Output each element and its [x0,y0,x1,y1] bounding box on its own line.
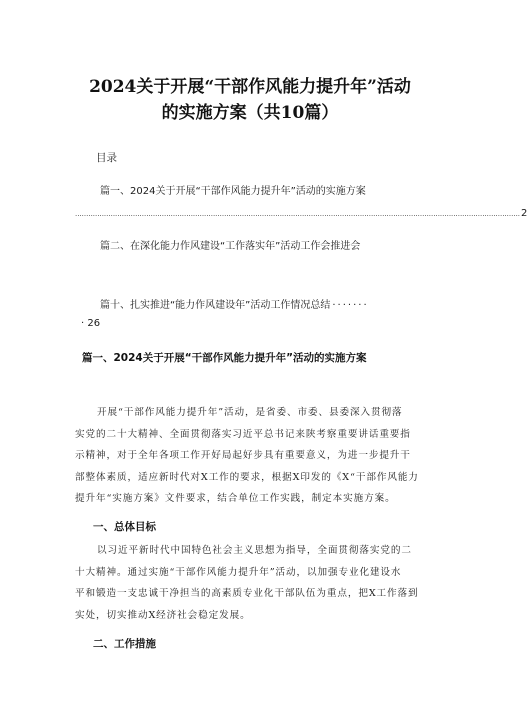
intro-line: 开展“干部作风能力提升年”活动，是省委、市委、县委深入贯彻落 [97,407,403,418]
intro-line: 提升年“实施方案》文件要求，结合单位工作实践，制定本实施方案。 [75,493,396,504]
toc-entry-3-page: 26 [87,318,101,329]
toc-entry-1-text: 篇一、2024关于开展“干部作风能力提升年”活动的实施方案 [100,186,366,197]
goal-line: 十大精神。通过实施“干部作风能力提升年”活动，以加强专业化建设水 [75,566,402,578]
section-heading: 篇一、2024关于开展“干部作风能力提升年”活动的实施方案 [82,352,367,364]
toc-entry-2-text: 篇二、在深化能力作风建设“工作落实年”活动工作会推进会 [100,241,361,252]
document-title [40,74,460,126]
title-line-2: 的实施方案（共10篇） [161,103,339,123]
intro-line: 实党的二十大精神、全面贯彻落实习近平总书记来陕考察重要讲话重要指 [75,428,411,440]
subheading-work-measures: 二、工作措施 [93,638,156,650]
goal-paragraph [75,540,427,626]
goal-line: 实处，切实推动X经济社会稳定发展。 [75,609,251,621]
subheading-overall-goal: 一、总体目标 [93,521,156,533]
toc-entry-1-leader [75,207,527,219]
toc-entry-3[interactable] [100,296,369,311]
toc-entry-1[interactable] [100,182,366,197]
toc-entry-3-page-line [81,318,100,329]
toc-entry-3-text: 篇十、扎实推进“能力作风建设年”活动工作情况总结 [100,300,331,311]
goal-line: 以习近平新时代中国特色社会主义思想为指导，全面贯彻落实党的二 [97,545,412,556]
dot-leader: ........................................................................................................................................................................................................ [75,210,521,218]
intro-paragraph [75,402,427,510]
toc-entry-3-leader: ······· [332,300,369,311]
toc-entry-3-leader-cont: · [81,318,85,329]
intro-line: 示精神，对于全年各项工作开好局起好步具有重要意义，为进一步提升干 [75,450,411,461]
goal-line: 平和锻造一支忠诚干净担当的高素质专业化干部队伍为重点，把X工作落到 [75,588,419,599]
toc-entry-1-page: 2 [521,208,527,219]
intro-line: 部整体素质，适应新时代对X工作的要求，根据X印发的《X“干部作风能力 [75,471,419,483]
toc-entry-2[interactable] [100,237,360,252]
title-line-1: 2024关于开展“干部作风能力提升年”活动 [89,77,411,97]
toc-heading: 目录 [96,152,117,164]
